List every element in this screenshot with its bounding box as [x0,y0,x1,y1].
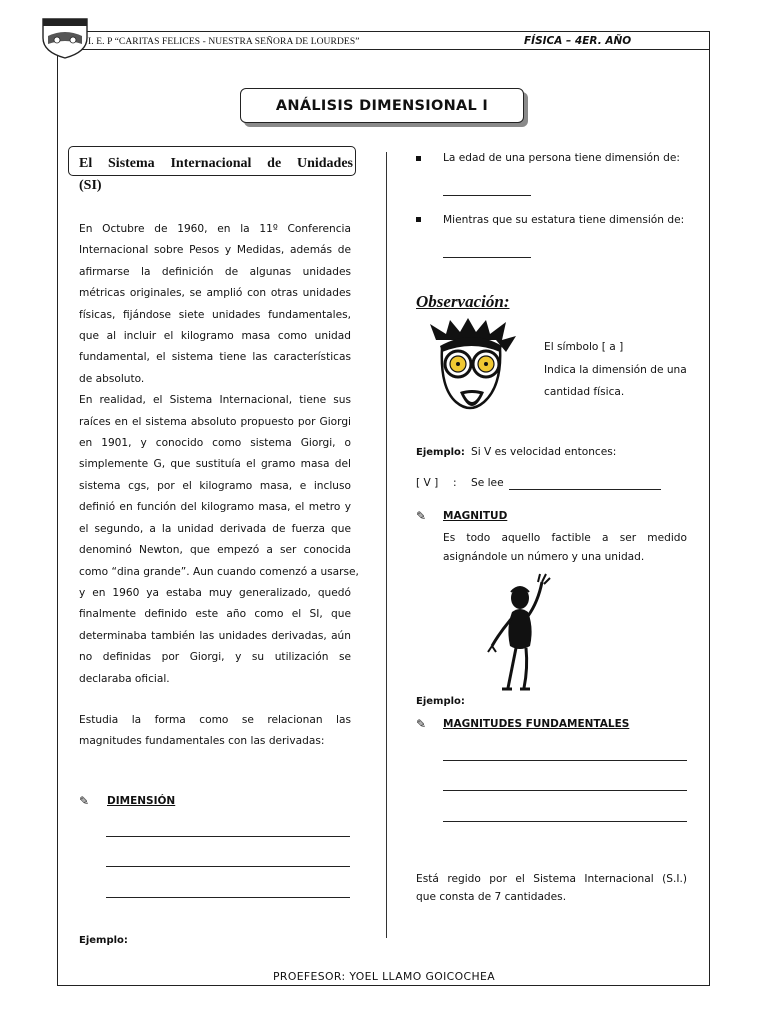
answer-line [106,836,350,837]
se-lee-label: Se lee [471,477,504,489]
paragraph-line: definió en función del kilogramo masa, el metro y [79,501,351,514]
answer-line [106,897,350,898]
paragraph-line: magnitudes fundamentales con las derivadas: [79,735,325,748]
paragraph-line: afirmarse la definición de algunas unidades [79,265,351,278]
paragraph-line: declaraba oficial. [79,672,170,685]
example-label: Ejemplo: [416,447,465,458]
column-divider [386,152,387,938]
paragraph-line: determinaba también las unidades derivadas, aún [79,629,351,642]
magnitud-definition [443,532,687,544]
fundamentales-heading: MAGNITUDES FUNDAMENTALES [443,718,630,730]
paragraph-line: en 1901, y conocido como sistema Giorgi, o [79,437,351,450]
si-statement [416,873,687,885]
header-rule [57,49,710,50]
example-label: Ejemplo: [416,696,465,707]
study-paragraph [79,710,351,753]
answer-line [443,821,687,822]
example-label: Ejemplo: [79,935,128,946]
pencil-icon: ✎ [79,794,90,808]
paragraph-line: métricas originales, se amplió con otras unidades [79,287,351,300]
paragraph-line: simplemente G, que sustituía el gramo masa del [79,458,351,471]
paragraph-line: como “dina grande”. Aun cuando comenzó a usarse, [79,565,359,578]
bullet-icon [416,156,421,161]
si-statement-line2: que consta de 7 cantidades. [416,891,567,903]
paragraph-line: que al incluir el kilogramo masa como unidad [79,330,351,343]
observation-heading: Observación: [416,292,510,311]
obs-line-2: Indica la dimensión de una [544,364,687,376]
si-statement-line1: Está regido por el Sistema Internacional (S.I.) [416,873,687,885]
paragraph-line: físicas, fijándose siete unidades fundamentales, [79,308,351,321]
subject-label: FÍSICA – 4ER. AÑO [524,35,632,47]
bullet-height: Mientras que su estatura tiene dimensión de: [443,214,685,226]
paragraph-line: En Octubre de 1960, en la 11º Conferencia [79,223,351,235]
pencil-icon: ✎ [416,717,427,731]
answer-line [509,489,661,490]
paragraph-line: Internacional sobre Pesos y Medidas, además de [79,244,351,257]
page-title: ANÁLISIS DIMENSIONAL I [240,88,524,123]
answer-line [443,790,687,791]
paragraph-line: sistema cgs, por el kilogramo masa, e incluso [79,479,351,492]
magnitud-def-line2: asignándole un número y una unidad. [443,551,645,563]
paragraph-line: no definidas por Giorgi, y su utilización se [79,651,351,664]
paragraph-line: Estudia la forma como se relacionan las [79,714,351,726]
paragraph-line: y en 1960 ya estaba muy generalizado, quedó [79,586,351,599]
paragraph-line: de absoluto. [79,372,145,385]
paragraph-line: En realidad, el Sistema Internacional, tiene sus [79,394,351,407]
example-velocity-text: Si V es velocidad entonces: [471,446,617,458]
paragraph-line: denominó Newton, que empezó a ser conocida [79,544,351,557]
magnitud-def-line1: Es todo aquello factible a ser medido [443,532,687,544]
answer-line [443,760,687,761]
paragraph-line: finalmente definido este año como el SI, que [79,608,351,621]
intro-paragraph [79,219,359,690]
section-title-line1: El Sistema Internacional de Unidades [79,156,353,171]
obs-line-3: cantidad física. [544,386,625,398]
school-name: I. E. P “CARITAS FELICES - NUESTRA SEÑORA DE LOURDES” [88,37,360,47]
answer-line [443,195,531,196]
section-title-line2: (SI) [79,178,102,193]
dimension-heading: DIMENSIÓN [107,795,176,807]
v-colon: : [453,477,457,489]
school-logo [40,16,90,60]
answer-line [106,866,350,867]
paragraph-line: raíces en el sistema absoluto propuesto por Giorgi [79,415,351,428]
magnitud-heading: MAGNITUD [443,510,508,522]
stick-figure-illustration [484,572,556,694]
bullet-icon [416,217,421,222]
obs-line-1: El símbolo [ a ] [544,341,624,353]
v-dimension-symbol: [ V ] [416,477,439,489]
cartoon-face-illustration [426,318,518,416]
bullet-age: La edad de una persona tiene dimensión de: [443,152,680,164]
teacher-footer: PROEFESOR: YOEL LLAMO GOICOCHEA [273,970,495,983]
answer-line [443,257,531,258]
pencil-icon: ✎ [416,509,427,523]
paragraph-line: el segundo, a la unidad derivada de fuerza que [79,522,351,535]
paragraph-line: fundamental, el sistema tiene las características [79,351,351,364]
section-title [79,151,353,176]
